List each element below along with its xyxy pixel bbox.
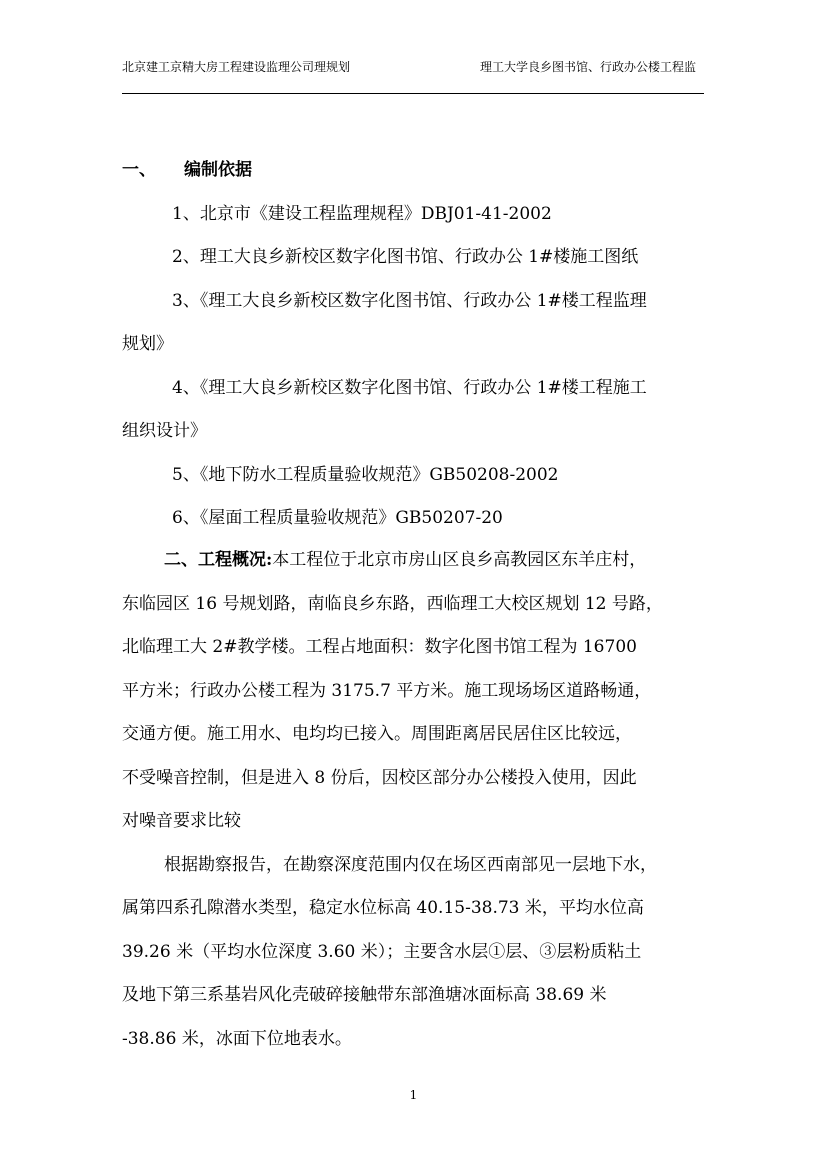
reference-item: 6、《屋面工程质量验收规范》GB50207-20 [172,508,503,528]
groundwater-line: 39.26 米（平均水位深度 3.60 米）；主要含水层①层、③层粉质粘土 [122,942,642,962]
reference-item: 4、《理工大良乡新校区数字化图书馆、行政办公 1#楼工程施工 [172,378,647,398]
section-title: 编制依据 [184,160,252,180]
overview-line: 交通方便。施工用水、电均均已接入。周围距离居民居住区比较远， [122,724,632,744]
reference-item: 1、北京市《建设工程监理规程》DBJ01-41-2002 [172,204,552,224]
header-left-text: 北京建工京精大房工程建设监理公司理规划 [122,60,351,74]
header-right-text: 理工大学良乡图书馆、行政办公楼工程监 [480,60,697,74]
reference-item-continuation: 组织设计》 [122,421,207,441]
section-number: 一、 [122,160,156,180]
groundwater-line: 及地下第三系基岩风化壳破碎接触带东部渔塘冰面标高 38.69 米 [122,985,607,1005]
overview-text: 本工程位于北京市房山区良乡高教园区东羊庄村， [272,550,647,570]
reference-item: 3、《理工大良乡新校区数字化图书馆、行政办公 1#楼工程监理 [172,291,647,311]
page-number: 1 [409,1088,418,1102]
reference-item: 5、《地下防水工程质量验收规范》GB50208-2002 [172,465,559,485]
overview-first-line [164,545,646,570]
overview-line: 平方米；行政办公楼工程为 3175.7 平方米。施工现场场区道路畅通， [122,681,652,701]
overview-line: 不受噪音控制，但是进入 8 份后，因校区部分办公楼投入使用，因此 [122,768,637,788]
reference-item-continuation: 规划》 [122,334,173,354]
overview-line: 东临园区 16 号规划路，南临良乡东路，西临理工大校区规划 12 号路， [122,594,663,614]
groundwater-line: -38.86 米，冰面下位地表水。 [122,1029,352,1049]
groundwater-line: 属第四系孔隙潜水类型，稳定水位标高 40.15-38.73 米，平均水位高 [122,898,644,918]
header-rule [122,93,704,94]
overview-line: 北临理工大 2#教学楼。工程占地面积：数字化图书馆工程为 16700 [122,637,637,657]
section-heading [122,155,252,180]
overview-heading: 二、工程概况: [164,550,273,570]
groundwater-line: 根据勘察报告，在勘察深度范围内仅在场区西南部见一层地下水， [164,855,657,875]
overview-line: 对噪音要求比较 [122,811,241,831]
reference-item: 2、理工大良乡新校区数字化图书馆、行政办公 1#楼施工图纸 [172,247,639,267]
